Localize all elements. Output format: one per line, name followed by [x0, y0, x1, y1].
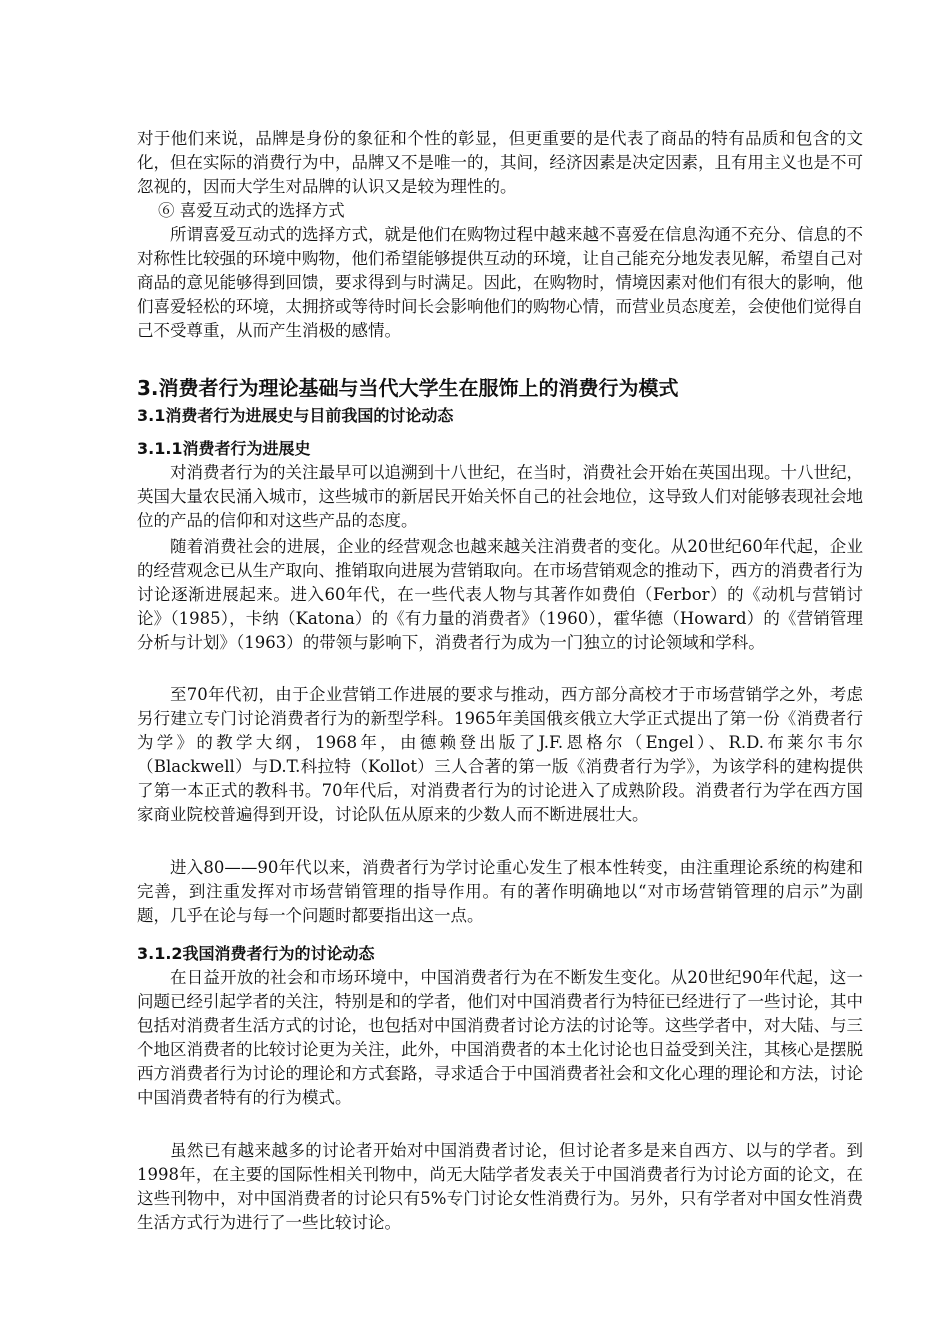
paragraph-history-2: 随着消费社会的进展，企业的经营观念也越来越关注消费者的变化。从20世纪60年代起，企业的经营观念已从生产取向、推销取向进展为营销取向。在市场营销观念的推动下，西方的消费者行为讨论逐渐进展起来。进入60年代，在一些代表人物与其著作如费伯（Ferbor）的《动机与营销讨论》（1985），卡纳（Katona）的《有力量的消费者》（1960），霍华德（Howard）的《营销管理分析与计划》（1963）的带领与影响下，消费者行为成为一门独立的讨论领域和学科。 — [137, 537, 863, 652]
intro-paragraph: 对于他们来说，品牌是身份的象征和个性的彰显，但更重要的是代表了商品的特有品质和包含的文化，但在实际的消费行为中，品牌又不是唯一的，其间，经济因素是决定因素，且有用主义也是不可忽视的，因而大学生对品牌的认识又是较为理性的。 — [137, 129, 863, 196]
list-item-6-heading: ⑥ 喜爱互动式的选择方式 — [158, 201, 345, 220]
paragraph-interactive-choice: 所谓喜爱互动式的选择方式，就是他们在购物过程中越来越不喜爱在信息沟通不充分、信息的不对称性比较强的环境中购物，他们希望能够提供互动的环境，让自己能充分地发表见解，希望自己对商品的意见能够得到回馈，要求得到与时满足。因此，在购物时，情境因素对他们有很大的影响，他们喜爱轻松的环境，太拥挤或等待时间长会影响他们的购物心情，而营业员态度差，会使他们觉得自己不受尊重，从而产生消极的感情。 — [137, 225, 863, 340]
paragraph-history-3: 至70年代初，由于企业营销工作进展的要求与推动，西方部分高校才于市场营销学之外，考虑另行建立专门讨论消费者行为的新型学科。1965年美国俄亥俄立大学正式提出了第一份《消费者行为学》的教学大纲，1968年，由德赖登出版了J.F.恩格尔（Engel）、R.D.布莱尔韦尔（Blackwell）与D.T.科拉特（Kollot）三人合著的第一版《消费者行为学》，为该学科的建构提供了第一本正式的教科书。70年代后，对消费者行为的讨论进入了成熟阶段。消费者行为学在西方国家商业院校普遍得到开设，讨论队伍从原来的少数人而不断进展壮大。 — [137, 685, 863, 824]
section-heading-3-1-2: 3.1.2我国消费者行为的讨论动态 — [137, 944, 375, 963]
paragraph-china-research-2: 虽然已有越来越多的讨论者开始对中国消费者讨论，但讨论者多是来自西方、以与的学者。到1998年，在主要的国际性相关刊物中，尚无大陆学者发表关于中国消费者行为讨论方面的论文，在这些刊物中，对中国消费者的讨论只有5%专门讨论女性消费行为。另外，只有学者对中国女性消费生活方式行为进行了一些比较讨论。 — [137, 1141, 863, 1232]
section-heading-3-1-1: 3.1.1消费者行为进展史 — [137, 439, 311, 458]
paragraph-history-4: 进入80——90年代以来，消费者行为学讨论重心发生了根本性转变，由注重理论系统的构建和完善，到注重发挥对市场营销管理的指导作用。有的著作明确地以“对市场营销管理的启示”为副题，几乎在论与每一个问题时都要指出这一点。 — [137, 858, 863, 925]
section-heading-3: 3.消费者行为理论基础与当代大学生在服饰上的消费行为模式 — [137, 376, 679, 400]
paragraph-history-1: 对消费者行为的关注最早可以追溯到十八世纪，在当时，消费社会开始在英国出现。十八世纪，英国大量农民涌入城市，这些城市的新居民开始关怀自己的社会地位，这导致人们对能够表现社会地位的产品的信仰和对这些产品的态度。 — [137, 463, 863, 530]
section-heading-3-1: 3.1消费者行为进展史与目前我国的讨论动态 — [137, 406, 454, 425]
paragraph-china-research-1: 在日益开放的社会和市场环境中，中国消费者行为在不断发生变化。从20世纪90年代起，这一问题已经引起学者的关注，特别是和的学者，他们对中国消费者行为特征已经进行了一些讨论，其中包括对消费者生活方式的讨论，也包括对中国消费者讨论方法的讨论等。这些学者中，对大陆、与三个地区消费者的比较讨论更为关注，此外，中国消费者的本土化讨论也日益受到关注，其核心是摆脱西方消费者行为讨论的理论和方式套路，寻求适合于中国消费者社会和文化心理的理论和方法，讨论中国消费者特有的行为模式。 — [137, 968, 863, 1107]
